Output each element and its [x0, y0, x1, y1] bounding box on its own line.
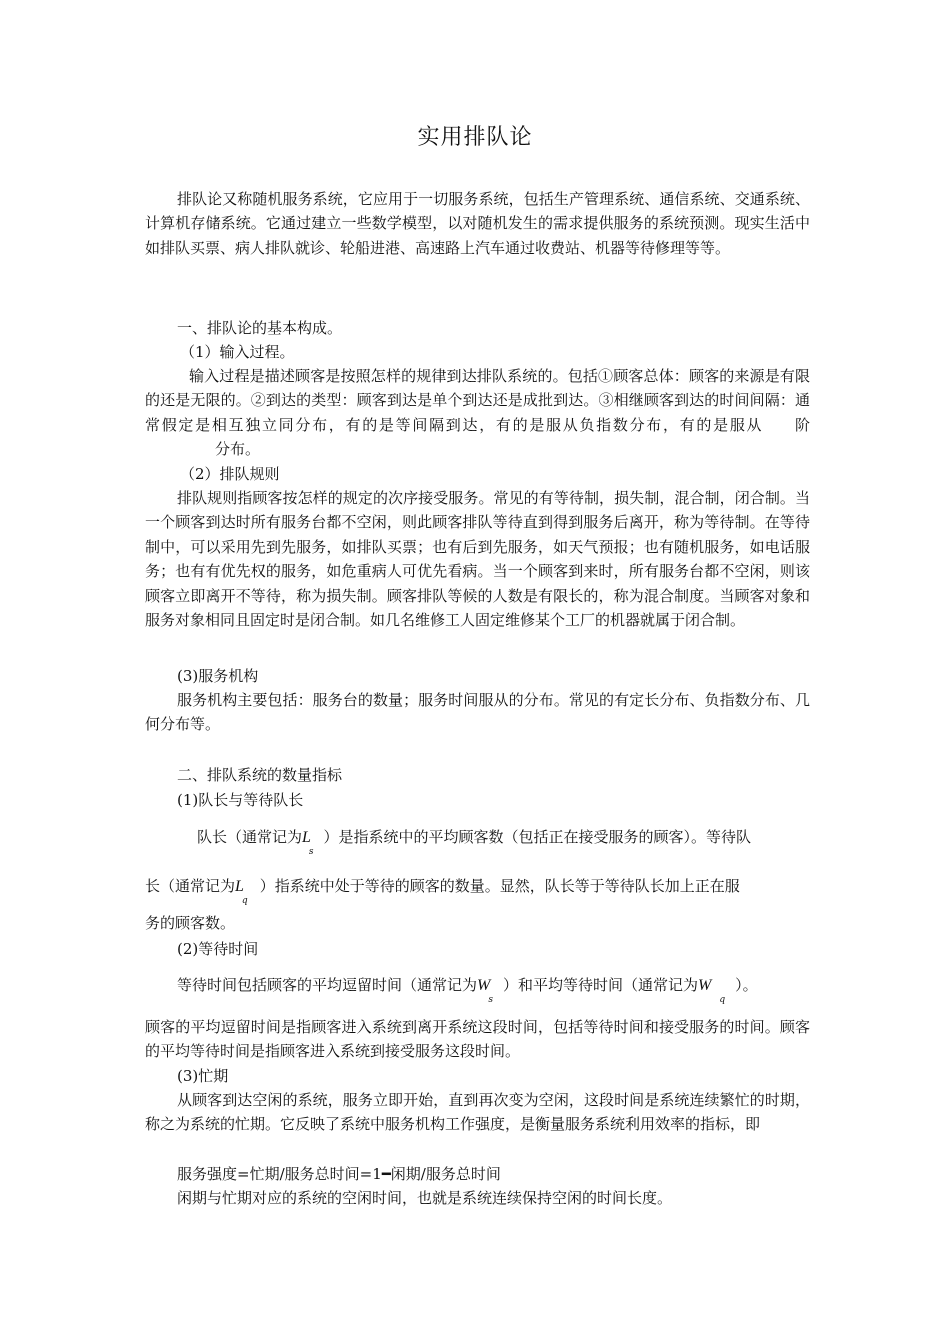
queue-length-heading: (1)队长与等待队长 — [177, 791, 304, 809]
subscript-s: s — [308, 847, 314, 857]
waiting-time-text-c: ）。 — [735, 976, 758, 994]
waiting-time-paragraph: 顾客的平均逗留时间是指顾客进入系统到离开系统这段时间，包括等待时间和接受服务的时间。顾客的平均等待时间是指顾客进入系统到接受服务这段时间。 — [145, 1018, 810, 1061]
waiting-time-text-b: ）和平均等待时间（通常记为 — [502, 976, 698, 994]
symbol-W: W — [477, 977, 491, 994]
input-process-end: 分布。 — [215, 440, 261, 459]
waiting-time-line-1 — [177, 973, 758, 1005]
queue-length-line-3: 务的顾客数。 — [145, 914, 236, 932]
subscript-q: q — [719, 995, 726, 1005]
input-process-text: 输入过程是描述顾客是按照怎样的规律到达排队系统的。包括①顾客总体：顾客的来源是有限的还是无限的。②到达的类型：顾客到达是单个到达还是成批到达。③相继顾客到达的时间间隔：通常假定是相互独立同分布，有的是等间隔到达，有的是服从负指数分布，有的是服从 — [145, 367, 810, 434]
intro-paragraph: 排队论又称随机服务系统，它应用于一切服务系统，包括生产管理系统、通信系统、交通系统、计算机存储系统。它通过建立一些数学模型，以对随机发生的需求提供服务的系统预测。现实生活中如排队买票、病人排队就诊、轮船进港、高速路上汽车通过收费站、机器等待修理等等。 — [145, 190, 810, 257]
symbol-W: W — [697, 977, 712, 994]
section-1-heading: 一、排队论的基本构成。 — [177, 319, 343, 337]
section-2-heading: 二、排队系统的数量指标 — [177, 766, 343, 784]
service-intensity-formula: 服务强度=忙期/服务总时间=1━闲期/服务总时间 — [177, 1165, 501, 1183]
idle-period-text: 闲期与忙期对应的系统的空闲时间，也就是系统连续保持空闲的时间长度。 — [177, 1189, 673, 1207]
symbol-L: L — [235, 878, 244, 895]
service-paragraph: 服务机构主要包括：服务台的数量；服务时间服从的分布。常见的有定长分布、负指数分布、几何分布等。 — [145, 691, 810, 734]
symbol-L: L — [302, 829, 311, 846]
queue-length-line-1 — [197, 825, 752, 857]
queue-length-text-b: ）是指系统中的平均顾客数（包括正在接受服务的顾客）。等待队 — [323, 828, 752, 846]
busy-period-heading: (3)忙期 — [177, 1067, 229, 1085]
waiting-time-text-a: 等待时间包括顾客的平均逗留时间（通常记为 — [177, 976, 478, 994]
subscript-q: q — [241, 896, 248, 906]
queue-rule-heading: （2）排队规则 — [180, 465, 280, 483]
input-process-heading: （1）输入过程。 — [180, 343, 295, 361]
queue-length-text-c: 长（通常记为 — [145, 877, 236, 895]
subscript-s: s — [488, 995, 493, 1005]
busy-period-paragraph: 从顾客到达空闲的系统，服务立即开始，直到再次变为空闲，这段时间是系统连续繁忙的时期，称之为系统的忙期。它反映了系统中服务机构工作强度，是衡量服务系统利用效率的指标，即 — [145, 1091, 810, 1134]
input-process-paragraph — [145, 364, 810, 462]
queue-length-line-2 — [145, 874, 740, 906]
input-process-phase: 阶 — [793, 415, 810, 434]
service-heading: (3)服务机构 — [177, 667, 259, 685]
queue-length-text-d: ）指系统中处于等待的顾客的数量。显然，队长等于等待队长加上正在服 — [259, 877, 740, 895]
waiting-time-heading: (2)等待时间 — [177, 940, 259, 958]
page-title: 实用排队论 — [417, 125, 533, 150]
queue-rule-paragraph: 排队规则指顾客按怎样的规定的次序接受服务。常见的有等待制，损失制，混合制，闭合制。当一个顾客到达时所有服务台都不空闲，则此顾客排队等待直到得到服务后离开，称为等待制。在等待制中，可以采用先到先服务，如排队买票；也有后到先服务，如天气预报；也有随机服务，如电话服务；也有有优先权的服务，如危重病人可优先看病。当一个顾客到来时，所有服务台都不空闲，则该顾客立即离开不等待，称为损失制。顾客排队等候的人数是有限长的，称为混合制度。当顾客对象和服务对象相同且固定时是闭合制。如几名维修工人固定维修某个工厂的机器就属于闭合制。 — [145, 489, 810, 630]
queue-length-text-a: 队长（通常记为 — [197, 828, 303, 846]
